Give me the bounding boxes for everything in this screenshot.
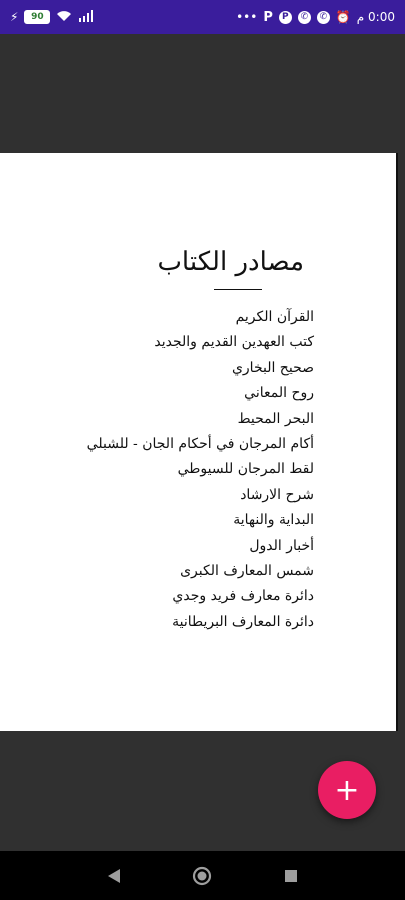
back-triangle-icon bbox=[107, 868, 121, 884]
list-item: صحيح البخاري bbox=[231, 359, 314, 376]
battery-icon bbox=[24, 10, 50, 24]
list-item: البحر المحيط bbox=[237, 410, 314, 427]
page-title: مصادر الكتاب bbox=[157, 247, 304, 277]
list-item: القرآن الكريم bbox=[235, 309, 314, 325]
status-bar-right bbox=[236, 10, 395, 24]
list-item: أخبار الدول bbox=[249, 537, 314, 554]
charging-icon: ⚡ bbox=[10, 10, 19, 24]
sources-list bbox=[87, 305, 314, 635]
recents-button[interactable] bbox=[271, 856, 311, 896]
list-item: كتب العهدين القديم والجديد bbox=[154, 334, 314, 351]
add-button[interactable] bbox=[318, 761, 376, 819]
viewer-top-margin bbox=[0, 34, 405, 153]
list-item: روح المعاني bbox=[244, 385, 314, 402]
home-circle-icon bbox=[192, 866, 212, 886]
parking-icon: P bbox=[263, 9, 273, 25]
list-item: لقط المرجان للسيوطي bbox=[177, 461, 314, 478]
recents-square-icon bbox=[284, 869, 298, 883]
document-page[interactable] bbox=[0, 153, 398, 731]
alarm-icon: ⏰ bbox=[335, 10, 351, 24]
app-notification-icon: P bbox=[279, 11, 292, 24]
plus-icon: + bbox=[334, 772, 360, 808]
more-notifications-icon: ••• bbox=[236, 10, 258, 24]
viber-icon: ✆ bbox=[317, 11, 330, 24]
list-item: دائرة المعارف البريطانية bbox=[172, 613, 314, 630]
status-bar bbox=[0, 0, 405, 34]
title-divider bbox=[214, 289, 262, 290]
wifi-icon bbox=[56, 10, 72, 24]
list-item: أكام المرجان في أحكام الجان - للشبلي bbox=[86, 435, 314, 452]
whatsapp-icon: ✆ bbox=[298, 11, 311, 24]
list-item: شرح الارشاد bbox=[240, 486, 314, 503]
back-button[interactable] bbox=[94, 856, 134, 896]
signal-icon bbox=[78, 10, 94, 24]
status-bar-left bbox=[10, 10, 94, 24]
navigation-bar bbox=[0, 851, 405, 900]
battery-level: 90 bbox=[31, 12, 44, 22]
list-item: البداية والنهاية bbox=[233, 512, 314, 529]
status-time: 0:00 م bbox=[356, 10, 395, 24]
list-item: شمس المعارف الكبرى bbox=[180, 562, 314, 579]
list-item: دائرة معارف فريد وجدي bbox=[172, 588, 314, 605]
home-button[interactable] bbox=[182, 856, 222, 896]
